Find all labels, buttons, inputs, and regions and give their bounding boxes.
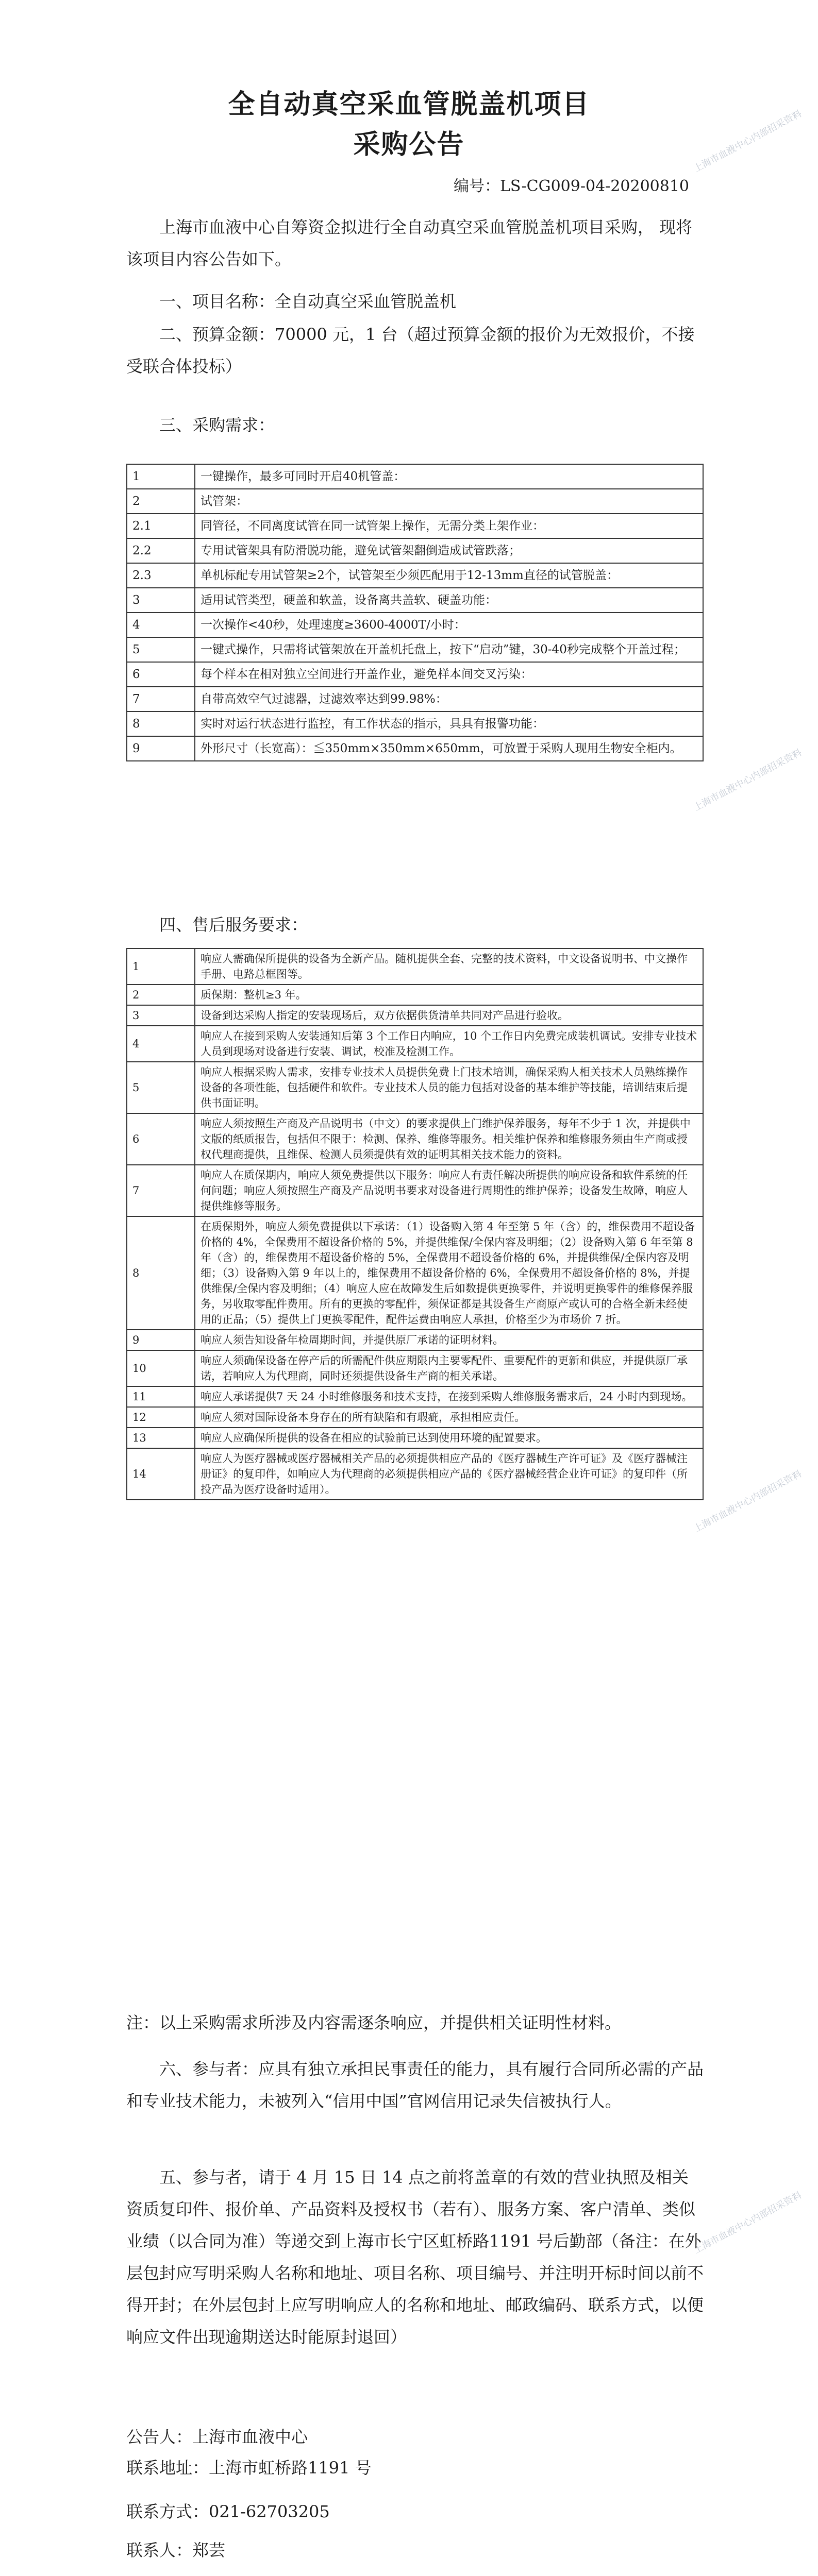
service-row — [127, 1407, 703, 1428]
row-number: 14 — [127, 1448, 195, 1500]
row-service-term: 响应人应确保所提供的设备在相应的试验前已达到使用环境的配置要求。 — [195, 1428, 703, 1448]
row-requirement: 一键式操作，只需将试管架放在开盖机托盘上，按下“启动”键，30-40秒完成整个开盖过程； — [195, 637, 703, 662]
row-requirement: 试管架： — [195, 489, 703, 514]
service-row — [127, 1026, 703, 1062]
row-service-term: 设备到达采购人指定的安装现场后，双方依据供货清单共同对产品进行验收。 — [195, 1005, 703, 1026]
row-service-term: 质保期：整机≥3 年。 — [195, 985, 703, 1005]
row-service-term: 响应人承诺提供7 天 24 小时维修服务和技术支持，在接到采购人维修服务需求后，24 小时内到现场。 — [195, 1386, 703, 1407]
service-row — [127, 1330, 703, 1350]
document-title: 全自动真空采血管脱盖机项目 — [228, 89, 590, 120]
requirement-row — [127, 514, 703, 538]
row-requirement: 自带高效空气过滤器，过滤效率达到99.98%： — [195, 687, 703, 711]
requirement-row — [127, 736, 703, 761]
row-number: 8 — [127, 1216, 195, 1330]
requirement-row — [127, 613, 703, 637]
row-number: 9 — [127, 736, 195, 761]
section-budget: 二、预算金额：70000 元，1 台（超过预算金额的报价为无效报价，不接受联合体投标） — [126, 325, 695, 376]
section-project-name: 一、项目名称：全自动真空采血管脱盖机 — [159, 292, 457, 311]
row-service-term: 响应人须按照生产商及产品说明书（中文）的要求提供上门维护保养服务，每年不少于 1 次，并提供中文版的纸质报告，包括但不限于：检测、保养、维修等服务。相关维护保养和维修服务须由生产商或授权代理商提供，且维保、检测人员须提供有效的证明其相关技术能力的资料。 — [195, 1113, 703, 1165]
service-row — [127, 948, 703, 985]
requirement-row — [127, 538, 703, 563]
contact-announcer: 公告人：上海市血液中心 — [126, 2427, 308, 2447]
row-number: 1 — [127, 948, 195, 985]
row-number: 1 — [127, 464, 195, 489]
row-number: 3 — [127, 1005, 195, 1026]
row-service-term: 响应人需确保所提供的设备为全新产品。随机提供全套、完整的技术资料，中文设备说明书、中文操作手册、电路总框图等。 — [195, 948, 703, 985]
row-number: 8 — [127, 711, 195, 736]
section-service-heading: 四、售后服务要求： — [159, 915, 308, 935]
service-row — [127, 1062, 703, 1113]
watermark-text: 上海市血液中心内部招采资料 — [692, 1468, 804, 1535]
requirement-row — [127, 711, 703, 736]
row-service-term: 响应人须告知设备年检周期时间，并提供原厂承诺的证明材料。 — [195, 1330, 703, 1350]
watermark-text: 上海市血液中心内部招采资料 — [692, 108, 804, 175]
row-requirement: 同管径，不同离度试管在同一试管架上操作，无需分类上架作业： — [195, 514, 703, 538]
row-requirement: 每个样本在相对独立空间进行开盖作业，避免样本间交叉污染： — [195, 662, 703, 687]
row-number: 11 — [127, 1386, 195, 1407]
row-number: 9 — [127, 1330, 195, 1350]
requirement-row — [127, 588, 703, 613]
requirement-row — [127, 563, 703, 588]
row-number: 6 — [127, 1113, 195, 1165]
row-number: 2.2 — [127, 538, 195, 563]
requirement-row — [127, 637, 703, 662]
row-requirement: 专用试管架具有防滑脱功能，避免试管架翻倒造成试管跌落； — [195, 538, 703, 563]
row-number: 2.1 — [127, 514, 195, 538]
intro-paragraph: 上海市血液中心自筹资金拟进行全自动真空采血管脱盖机项目采购， 现将该项目内容公告如下。 — [126, 217, 693, 269]
contact-address: 联系地址：上海市虹桥路1191 号 — [126, 2458, 372, 2478]
requirement-row — [127, 687, 703, 711]
section-submission: 五、参与者，请于 4 月 15 日 14 点之前将盖章的有效的营业执照及相关资质复印件、报价单、产品资料及授权书（若有）、服务方案、客户清单、类似业绩（以合同为准）等递交到上海市长宁区虹桥路1191 号后勤部（备注：在外层包封应写明采购人名称和地址、项目名称、项目编号、并注明开标时间以前不得开封；在外层包封上应写明响应人的名称和地址、邮政编码、联系方式，以便响应文件出现逾期送达时能原封退回） — [126, 2167, 704, 2347]
service-row — [127, 1005, 703, 1026]
service-row — [127, 1428, 703, 1448]
row-requirement: 一次操作<40秒，处理速度≥3600-4000T/小时： — [195, 613, 703, 637]
section-participants: 六、参与者：应具有独立承担民事责任的能力，具有履行合同所必需的产品和专业技术能力，未被列入“信用中国”官网信用记录失信被执行人。 — [126, 2059, 704, 2111]
service-row — [127, 1386, 703, 1407]
row-requirement: 实时对运行状态进行监控，有工作状态的指示，具具有报警功能： — [195, 711, 703, 736]
row-requirement: 单机标配专用试管架≥2个，试管架至少须匹配用于12-13mm直径的试管脱盖： — [195, 563, 703, 588]
section-requirements-heading: 三、采购需求： — [159, 415, 275, 435]
requirements-note: 注：以上采购需求所涉及内容需逐条响应，并提供相关证明性材料。 — [126, 2013, 622, 2032]
row-requirement: 一键操作，最多可同时开启40机管盖： — [195, 464, 703, 489]
service-row — [127, 1216, 703, 1330]
row-service-term: 响应人须确保设备在停产后的所需配件供应期限内主要零配件、重要配件的更新和供应，并提供原厂承诺，若响应人为代理商，同时还须提供设备生产商的相关承诺。 — [195, 1350, 703, 1386]
row-number: 4 — [127, 1026, 195, 1062]
row-service-term: 在质保期外，响应人须免费提供以下承诺：（1）设备购入第 4 年至第 5 年（含）的，维保费用不超设备价格的 4%，全保费用不超设备价格的 5%，并提供维保/全保内容及明细；（2）设备购入第 6 年至第 8 年（含）的，维保费用不超设备价格的 5%，全保费用不超设备价格的 6%，并提供维保/全保内容及明细；（3）设备购入第 9 年以上的，维保费用不超设备价格的 6%，全保费用不超设备价格的 8%，并提供维保/全保内容及明细；（4）响应人应在故障发生后如数提供更换零件，并说明更换零件的维修保养服务，另收取零配件费用。所有的更换的零配件，须保证都是其设备生产商原产或认可的合格全新未经使用的正品；（5）提供上门更换零配件，配件运费由响应人承担，价格至少为市场价 7 折。 — [195, 1216, 703, 1330]
row-number: 10 — [127, 1350, 195, 1386]
document-number: 编号：LS-CG009-04-20200810 — [453, 177, 689, 195]
row-service-term: 响应人在质保期内，响应人须免费提供以下服务：响应人有责任解决所提供的响应设备和软件系统的任何问题；响应人须按照生产商及产品说明书要求对设备进行周期性的维护保养；设备发生故障，响应人提供维修等服务。 — [195, 1165, 703, 1216]
document-subtitle: 采购公告 — [353, 129, 465, 160]
row-requirement: 外形尺寸（长宽高）：≦350mm×350mm×650mm，可放置于采购人现用生物安全柜内。 — [195, 736, 703, 761]
row-number: 5 — [127, 637, 195, 662]
requirements-table — [126, 464, 704, 761]
requirement-row — [127, 489, 703, 514]
row-number: 4 — [127, 613, 195, 637]
service-row — [127, 1165, 703, 1216]
contact-phone: 联系方式：021-62703205 — [126, 2502, 330, 2521]
row-service-term: 响应人为医疗器械或医疗器械相关产品的必须提供相应产品的《医疗器械生产许可证》及《医疗器械注册证》的复印件，如响应人为代理商的必须提供相应产品的《医疗器械经营企业许可证》的复印件（所投产品为医疗设备时适用）。 — [195, 1448, 703, 1500]
row-number: 3 — [127, 588, 195, 613]
row-number: 13 — [127, 1428, 195, 1448]
row-service-term: 响应人在接到采购人安装通知后第 3 个工作日内响应，10 个工作日内免费完成装机调试。安排专业技术人员到现场对设备进行安装、调试，校准及检测工作。 — [195, 1026, 703, 1062]
requirement-row — [127, 464, 703, 489]
requirement-row — [127, 662, 703, 687]
row-number: 6 — [127, 662, 195, 687]
service-row — [127, 985, 703, 1005]
row-service-term: 响应人须对国际设备本身存在的所有缺陷和有瑕疵，承担相应责任。 — [195, 1407, 703, 1428]
service-row — [127, 1113, 703, 1165]
watermark-text: 上海市血液中心内部招采资料 — [692, 747, 804, 814]
row-number: 5 — [127, 1062, 195, 1113]
row-number: 2 — [127, 489, 195, 514]
watermark-text: 上海市血液中心内部招采资料 — [692, 2190, 804, 2256]
row-number: 12 — [127, 1407, 195, 1428]
row-number: 2.3 — [127, 563, 195, 588]
row-service-term: 响应人根据采购人需求，安排专业技术人员提供免费上门技术培训，确保采购人相关技术人员熟练操作设备的各项性能，包括硬件和软件。专业技术人员的能力包括对设备的基本维护等技能，培训结束后提供书面证明。 — [195, 1062, 703, 1113]
row-number: 2 — [127, 985, 195, 1005]
service-row — [127, 1448, 703, 1500]
service-requirements-table — [126, 948, 704, 1500]
contact-person: 联系人：郑芸 — [126, 2540, 226, 2560]
row-number: 7 — [127, 1165, 195, 1216]
service-row — [127, 1350, 703, 1386]
row-number: 7 — [127, 687, 195, 711]
row-requirement: 适用试管类型，硬盖和软盖，设备离共盖软、硬盖功能： — [195, 588, 703, 613]
